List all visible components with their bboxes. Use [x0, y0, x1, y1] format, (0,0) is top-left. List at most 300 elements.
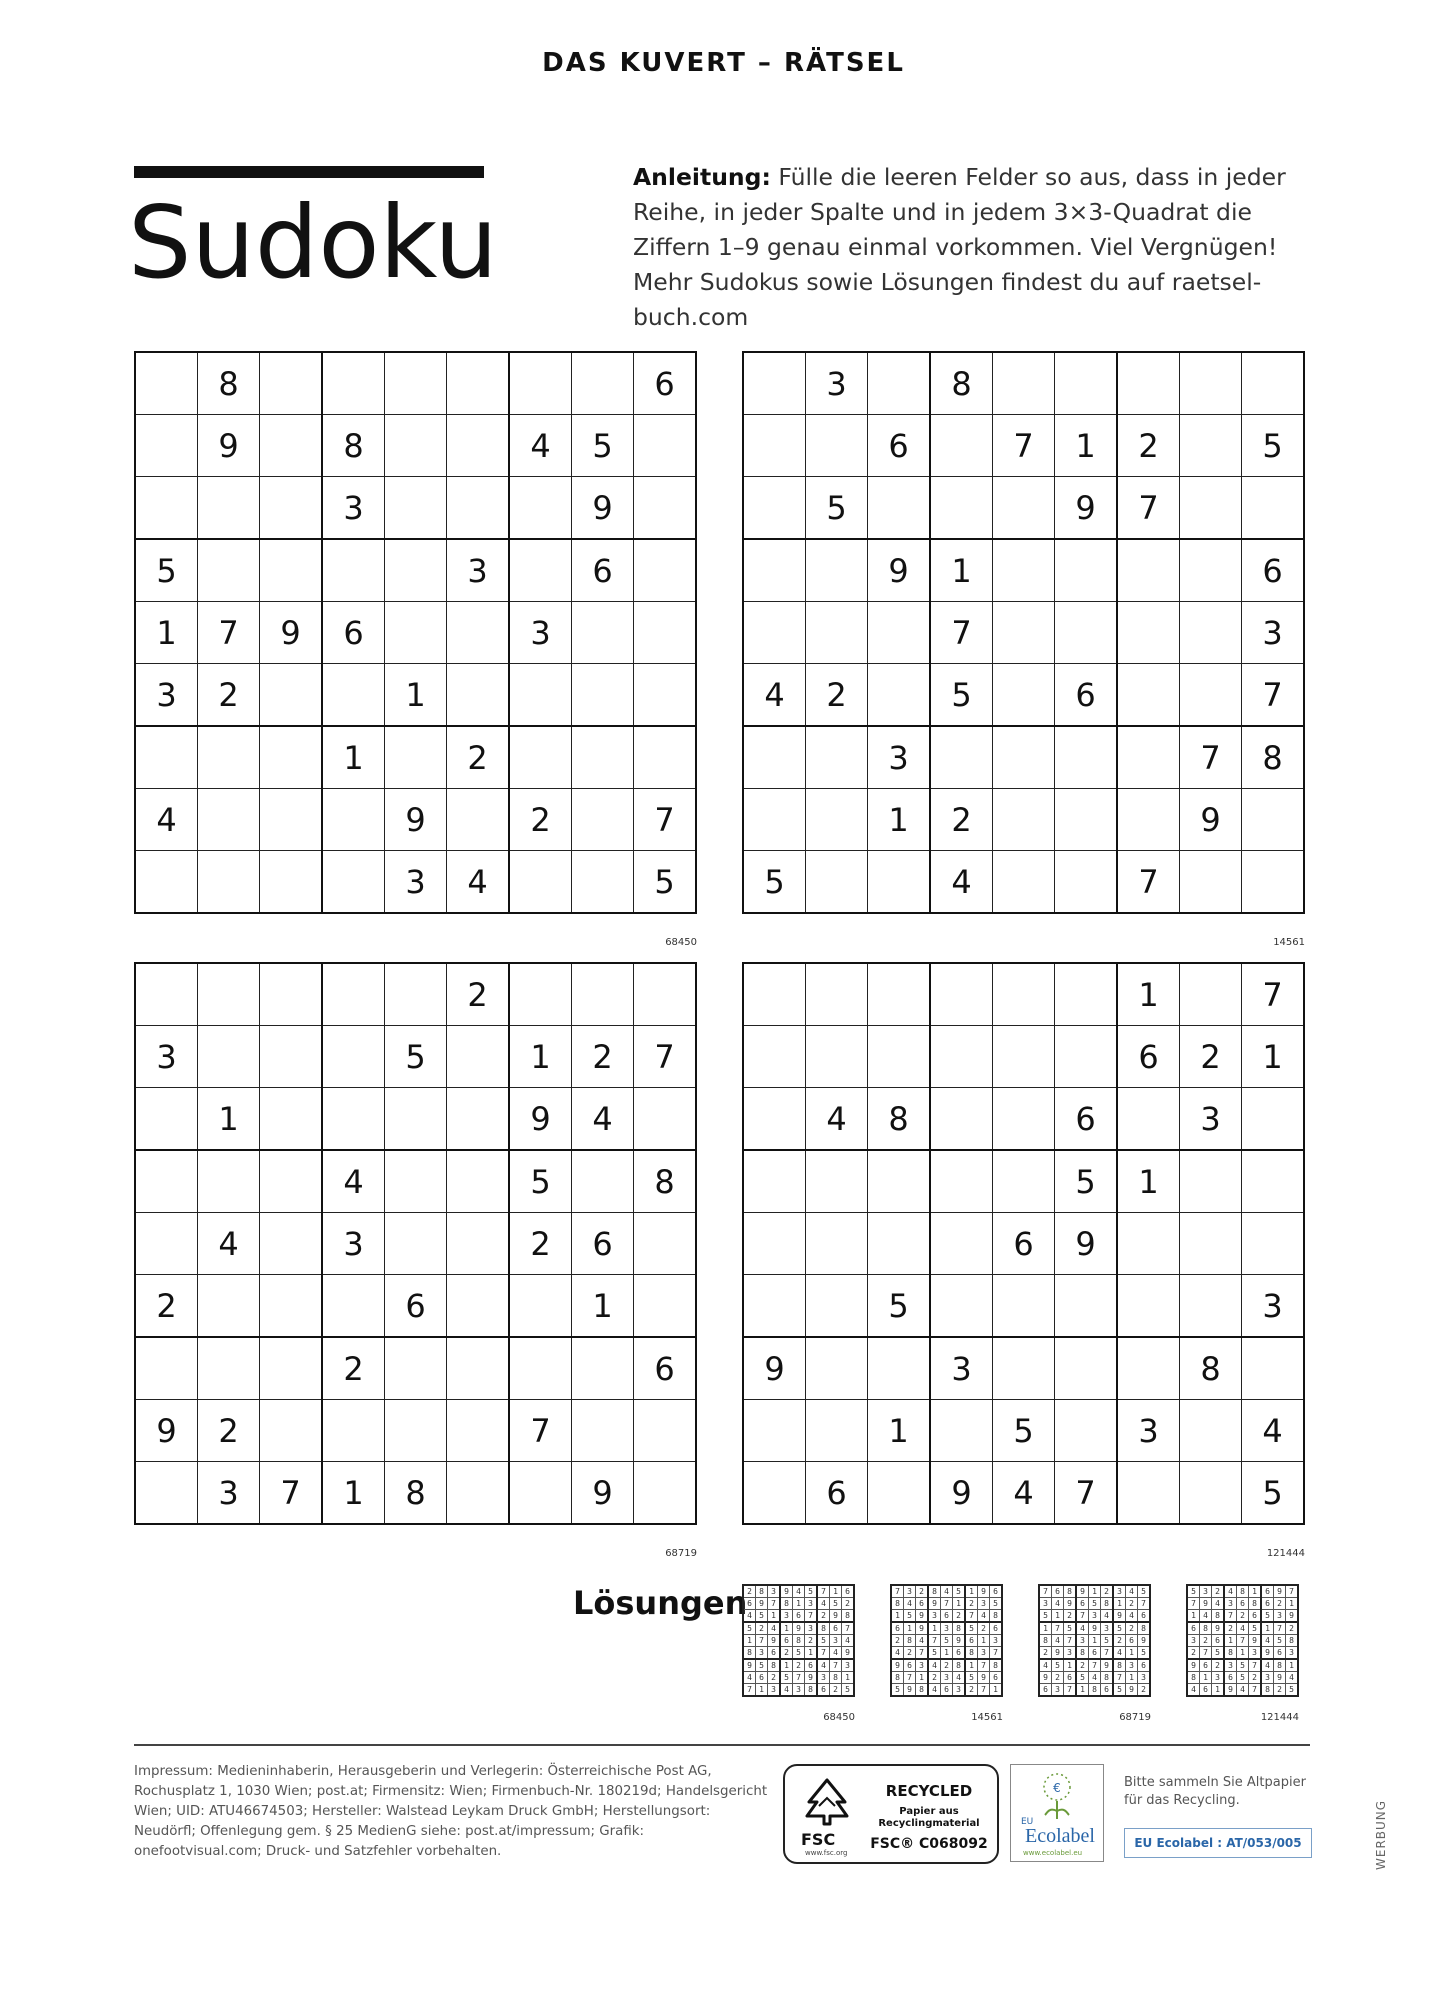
grid-cell-empty[interactable] [930, 1150, 993, 1213]
grid-cell-empty[interactable] [993, 1026, 1055, 1088]
grid-cell-empty[interactable] [1117, 1462, 1180, 1525]
grid-cell-given: 6 [1242, 539, 1305, 602]
grid-cell-empty[interactable] [135, 1088, 198, 1151]
grid-cell-empty[interactable] [1117, 352, 1180, 415]
grid-cell-empty[interactable] [993, 726, 1055, 789]
grid-row [135, 789, 696, 851]
grid-cell-given: 5 [1076, 1672, 1089, 1684]
grid-cell-empty[interactable] [509, 726, 572, 789]
grid-cell-empty[interactable] [868, 1213, 931, 1275]
grid-cell-empty[interactable] [634, 415, 697, 477]
grid-cell-given: 6 [1052, 1585, 1064, 1598]
grid-cell-empty[interactable] [930, 477, 993, 540]
grid-cell-given: 2 [891, 1635, 904, 1647]
grid-cell-empty[interactable] [993, 1088, 1055, 1151]
grid-cell-given: 3 [509, 602, 572, 664]
grid-row [743, 789, 1304, 851]
grid-cell-empty[interactable] [1180, 1462, 1242, 1525]
grid-cell-given: 8 [965, 1647, 978, 1660]
grid-cell-empty[interactable] [930, 1026, 993, 1088]
grid-row [1187, 1672, 1298, 1684]
grid-cell-given: 3 [941, 1622, 953, 1635]
grid-cell-empty[interactable] [868, 477, 931, 540]
grid-cell-empty[interactable] [447, 1275, 510, 1338]
grid-cell-empty[interactable] [806, 539, 868, 602]
grid-cell-given: 5 [1212, 1647, 1225, 1660]
grid-cell-given: 5 [1113, 1684, 1126, 1697]
grid-cell-empty[interactable] [572, 664, 634, 727]
grid-cell-empty[interactable] [993, 963, 1055, 1026]
grid-cell-empty[interactable] [572, 1337, 634, 1400]
grid-cell-empty[interactable] [868, 1150, 931, 1213]
grid-cell-empty[interactable] [198, 1275, 260, 1338]
grid-cell-given: 9 [1089, 1622, 1101, 1635]
grid-cell-empty[interactable] [572, 789, 634, 851]
grid-cell-empty[interactable] [743, 1462, 806, 1525]
grid-cell-empty[interactable] [385, 352, 447, 415]
grid-cell-empty[interactable] [572, 851, 634, 914]
grid-cell-empty[interactable] [806, 1275, 868, 1338]
grid-cell-empty[interactable] [1180, 1150, 1242, 1213]
grid-cell-given: 1 [953, 1598, 966, 1610]
grid-cell-empty[interactable] [1180, 664, 1242, 727]
grid-cell-empty[interactable] [447, 602, 510, 664]
grid-cell-given: 2 [1249, 1672, 1262, 1684]
grid-cell-empty[interactable] [572, 726, 634, 789]
grid-cell-given: 9 [385, 789, 447, 851]
grid-cell-empty[interactable] [1055, 726, 1118, 789]
grid-cell-empty[interactable] [1242, 1088, 1305, 1151]
grid-cell-empty[interactable] [634, 1462, 697, 1525]
grid-cell-empty[interactable] [634, 602, 697, 664]
grid-cell-given: 1 [1126, 1647, 1138, 1660]
grid-cell-empty[interactable] [1180, 539, 1242, 602]
grid-cell-empty[interactable] [1180, 963, 1242, 1026]
grid-cell-empty[interactable] [260, 415, 323, 477]
grid-cell-given: 9 [868, 539, 931, 602]
grid-cell-empty[interactable] [868, 602, 931, 664]
grid-cell-empty[interactable] [1117, 1337, 1180, 1400]
grid-cell-empty[interactable] [993, 477, 1055, 540]
grid-cell-empty[interactable] [930, 415, 993, 477]
grid-cell-empty[interactable] [1180, 1275, 1242, 1338]
grid-cell-given: 1 [1052, 1610, 1064, 1623]
grid-cell-empty[interactable] [260, 1400, 323, 1462]
grid-cell-given: 1 [1242, 1026, 1305, 1088]
grid-row [743, 1088, 1304, 1151]
grid-cell-empty[interactable] [634, 1088, 697, 1151]
grid-cell-empty[interactable] [806, 1337, 868, 1400]
grid-cell-empty[interactable] [260, 789, 323, 851]
grid-cell-empty[interactable] [993, 1275, 1055, 1338]
grid-cell-given: 3 [322, 477, 385, 540]
grid-cell-empty[interactable] [634, 1213, 697, 1275]
grid-cell-empty[interactable] [1242, 1213, 1305, 1275]
grid-cell-empty[interactable] [260, 726, 323, 789]
grid-cell-empty[interactable] [447, 1088, 510, 1151]
grid-cell-empty[interactable] [1055, 1337, 1118, 1400]
grid-cell-empty[interactable] [385, 1400, 447, 1462]
grid-cell-empty[interactable] [868, 352, 931, 415]
grid-cell-empty[interactable] [743, 477, 806, 540]
grid-cell-empty[interactable] [447, 1150, 510, 1213]
grid-cell-empty[interactable] [135, 1213, 198, 1275]
grid-cell-empty[interactable] [509, 851, 572, 914]
grid-cell-empty[interactable] [743, 1088, 806, 1151]
grid-cell-empty[interactable] [198, 726, 260, 789]
grid-cell-empty[interactable] [260, 1150, 323, 1213]
grid-cell-empty[interactable] [198, 1337, 260, 1400]
grid-cell-given: 3 [1101, 1622, 1114, 1635]
grid-row [1039, 1672, 1150, 1684]
grid-cell-given: 4 [1242, 1400, 1305, 1462]
grid-cell-empty[interactable] [1242, 477, 1305, 540]
grid-cell-empty[interactable] [806, 1213, 868, 1275]
grid-cell-empty[interactable] [447, 1400, 510, 1462]
grid-cell-given: 8 [1101, 1598, 1114, 1610]
grid-cell-empty[interactable] [135, 1337, 198, 1400]
grid-row [891, 1622, 1002, 1635]
grid-cell-empty[interactable] [509, 664, 572, 727]
grid-cell-empty[interactable] [198, 789, 260, 851]
grid-cell-empty[interactable] [1055, 602, 1118, 664]
grid-cell-empty[interactable] [322, 664, 385, 727]
grid-cell-given: 4 [1126, 1585, 1138, 1598]
grid-cell-empty[interactable] [447, 1026, 510, 1088]
grid-cell-empty[interactable] [1180, 1213, 1242, 1275]
grid-cell-empty[interactable] [930, 1275, 993, 1338]
grid-cell-empty[interactable] [135, 477, 198, 540]
grid-cell-empty[interactable] [447, 664, 510, 727]
grid-cell-empty[interactable] [385, 477, 447, 540]
grid-cell-empty[interactable] [260, 851, 323, 914]
grid-cell-empty[interactable] [322, 352, 385, 415]
grid-cell-empty[interactable] [806, 851, 868, 914]
grid-cell-empty[interactable] [260, 664, 323, 727]
grid-cell-empty[interactable] [993, 664, 1055, 727]
grid-cell-empty[interactable] [743, 602, 806, 664]
grid-cell-empty[interactable] [260, 1337, 323, 1400]
grid-row [743, 1026, 1304, 1088]
grid-cell-empty[interactable] [993, 851, 1055, 914]
grid-cell-empty[interactable] [743, 1213, 806, 1275]
grid-cell-empty[interactable] [447, 789, 510, 851]
grid-cell-given: 8 [1224, 1647, 1237, 1660]
grid-cell-empty[interactable] [135, 1462, 198, 1525]
grid-cell-given: 8 [1200, 1622, 1212, 1635]
grid-cell-empty[interactable] [509, 1275, 572, 1338]
grid-cell-empty[interactable] [385, 1150, 447, 1213]
grid-cell-empty[interactable] [806, 1026, 868, 1088]
grid-cell-empty[interactable] [198, 477, 260, 540]
grid-cell-given: 5 [993, 1400, 1055, 1462]
grid-cell-empty[interactable] [1055, 352, 1118, 415]
grid-cell-given: 9 [1200, 1598, 1212, 1610]
grid-cell-empty[interactable] [1117, 1275, 1180, 1338]
grid-cell-empty[interactable] [1055, 789, 1118, 851]
grid-cell-given: 9 [768, 1635, 781, 1647]
grid-cell-empty[interactable] [447, 1213, 510, 1275]
sudoku-grid [134, 962, 697, 1525]
grid-row [743, 1659, 854, 1672]
grid-cell-given: 9 [1064, 1598, 1077, 1610]
grid-cell-empty[interactable] [260, 477, 323, 540]
grid-cell-given: 5 [509, 1150, 572, 1213]
grid-cell-empty[interactable] [1180, 851, 1242, 914]
grid-cell-empty[interactable] [634, 1275, 697, 1338]
grid-cell-given: 5 [743, 851, 806, 914]
grid-cell-empty[interactable] [509, 1337, 572, 1400]
grid-cell-empty[interactable] [868, 1462, 931, 1525]
grid-cell-empty[interactable] [198, 851, 260, 914]
grid-cell-empty[interactable] [447, 1462, 510, 1525]
grid-cell-empty[interactable] [135, 352, 198, 415]
solutions-label: Lösungen [573, 1584, 748, 1622]
grid-cell-empty[interactable] [993, 1337, 1055, 1400]
grid-cell-empty[interactable] [385, 1088, 447, 1151]
grid-cell-empty[interactable] [634, 1400, 697, 1462]
grid-cell-given: 4 [830, 1647, 842, 1660]
grid-row [135, 1213, 696, 1275]
grid-cell-empty[interactable] [385, 602, 447, 664]
grid-cell-given: 4 [572, 1088, 634, 1151]
grid-cell-empty[interactable] [322, 1026, 385, 1088]
grid-cell-empty[interactable] [572, 352, 634, 415]
grid-cell-empty[interactable] [806, 415, 868, 477]
grid-cell-given: 3 [135, 664, 198, 727]
grid-cell-empty[interactable] [260, 1026, 323, 1088]
grid-cell-empty[interactable] [135, 1150, 198, 1213]
grid-cell-given: 7 [1064, 1684, 1077, 1697]
grid-cell-empty[interactable] [1055, 851, 1118, 914]
grid-cell-empty[interactable] [868, 664, 931, 727]
grid-cell-empty[interactable] [385, 1213, 447, 1275]
grid-cell-empty[interactable] [1055, 539, 1118, 602]
grid-cell-given: 3 [447, 539, 510, 602]
grid-cell-empty[interactable] [930, 1213, 993, 1275]
grid-cell-empty[interactable] [868, 1026, 931, 1088]
grid-cell-empty[interactable] [743, 415, 806, 477]
grid-cell-empty[interactable] [322, 1400, 385, 1462]
grid-cell-empty[interactable] [260, 1275, 323, 1338]
grid-cell-empty[interactable] [1117, 539, 1180, 602]
grid-cell-given: 8 [1242, 726, 1305, 789]
grid-cell-empty[interactable] [509, 352, 572, 415]
grid-cell-empty[interactable] [322, 539, 385, 602]
grid-cell-given: 7 [805, 1610, 818, 1623]
grid-cell-empty[interactable] [868, 851, 931, 914]
grid-cell-given: 4 [322, 1150, 385, 1213]
grid-cell-empty[interactable] [322, 963, 385, 1026]
grid-cell-given: 6 [916, 1598, 929, 1610]
grid-cell-empty[interactable] [1117, 664, 1180, 727]
grid-cell-empty[interactable] [634, 539, 697, 602]
grid-cell-empty[interactable] [993, 789, 1055, 851]
grid-cell-empty[interactable] [1180, 602, 1242, 664]
grid-cell-empty[interactable] [260, 539, 323, 602]
grid-cell-given: 8 [793, 1635, 805, 1647]
grid-cell-empty[interactable] [993, 1150, 1055, 1213]
grid-cell-given: 6 [891, 1622, 904, 1635]
grid-cell-empty[interactable] [1242, 352, 1305, 415]
grid-cell-empty[interactable] [509, 1462, 572, 1525]
grid-cell-empty[interactable] [930, 726, 993, 789]
grid-cell-empty[interactable] [868, 963, 931, 1026]
grid-cell-empty[interactable] [509, 963, 572, 1026]
grid-cell-empty[interactable] [868, 1337, 931, 1400]
grid-cell-given: 8 [842, 1610, 855, 1623]
grid-cell-given: 5 [930, 664, 993, 727]
grid-cell-empty[interactable] [572, 1150, 634, 1213]
grid-cell-empty[interactable] [1180, 1400, 1242, 1462]
grid-cell-empty[interactable] [135, 963, 198, 1026]
grid-cell-empty[interactable] [572, 963, 634, 1026]
grid-cell-empty[interactable] [509, 539, 572, 602]
grid-cell-given: 6 [1101, 1684, 1114, 1697]
grid-cell-empty[interactable] [930, 963, 993, 1026]
grid-cell-empty[interactable] [1242, 1150, 1305, 1213]
grid-cell-given: 2 [1113, 1635, 1126, 1647]
grid-cell-empty[interactable] [743, 1400, 806, 1462]
grid-cell-empty[interactable] [572, 602, 634, 664]
grid-cell-empty[interactable] [135, 415, 198, 477]
grid-cell-empty[interactable] [260, 1088, 323, 1151]
grid-cell-empty[interactable] [993, 602, 1055, 664]
grid-cell-empty[interactable] [993, 352, 1055, 415]
grid-row [135, 1462, 696, 1525]
grid-cell-empty[interactable] [1055, 1400, 1118, 1462]
grid-cell-given: 1 [965, 1659, 978, 1672]
grid-cell-given: 7 [1064, 1635, 1077, 1647]
grid-cell-empty[interactable] [806, 1150, 868, 1213]
grid-cell-empty[interactable] [260, 352, 323, 415]
grid-cell-given: 7 [1039, 1585, 1052, 1598]
grid-cell-empty[interactable] [806, 726, 868, 789]
grid-cell-empty[interactable] [1242, 1337, 1305, 1400]
grid-cell-given: 1 [805, 1647, 818, 1660]
grid-cell-empty[interactable] [447, 415, 510, 477]
grid-cell-empty[interactable] [509, 477, 572, 540]
recycled-paper-line2: Recyclingmaterial [878, 1818, 980, 1829]
grid-cell-empty[interactable] [1117, 1088, 1180, 1151]
grid-cell-empty[interactable] [1055, 963, 1118, 1026]
grid-row [135, 664, 696, 727]
grid-cell-empty[interactable] [930, 1400, 993, 1462]
grid-cell-empty[interactable] [447, 1337, 510, 1400]
grid-cell-empty[interactable] [743, 789, 806, 851]
grid-cell-given: 1 [780, 1659, 793, 1672]
grid-cell-given: 6 [993, 1213, 1055, 1275]
grid-row [135, 1337, 696, 1400]
grid-cell-given: 7 [904, 1672, 916, 1684]
grid-cell-empty[interactable] [260, 963, 323, 1026]
grid-cell-empty[interactable] [1117, 726, 1180, 789]
grid-cell-empty[interactable] [198, 1150, 260, 1213]
grid-cell-empty[interactable] [634, 726, 697, 789]
grid-cell-given: 3 [1224, 1659, 1237, 1672]
grid-cell-empty[interactable] [1180, 477, 1242, 540]
grid-cell-empty[interactable] [1055, 1275, 1118, 1338]
grid-cell-given: 3 [1261, 1672, 1274, 1684]
sudoku-grid [134, 351, 697, 914]
grid-cell-given: 4 [780, 1684, 793, 1697]
grid-cell-given: 4 [1261, 1635, 1274, 1647]
grid-cell-empty[interactable] [447, 352, 510, 415]
grid-cell-empty[interactable] [634, 664, 697, 727]
grid-cell-empty[interactable] [1117, 602, 1180, 664]
grid-cell-empty[interactable] [198, 963, 260, 1026]
grid-cell-given: 5 [1138, 1647, 1151, 1660]
grid-cell-empty[interactable] [572, 1400, 634, 1462]
grid-cell-empty[interactable] [385, 726, 447, 789]
grid-cell-empty[interactable] [743, 1026, 806, 1088]
grid-cell-empty[interactable] [322, 1275, 385, 1338]
grid-row [743, 1275, 1304, 1338]
grid-cell-empty[interactable] [260, 1213, 323, 1275]
grid-cell-empty[interactable] [634, 477, 697, 540]
grid-cell-given: 1 [1286, 1659, 1299, 1672]
grid-cell-empty[interactable] [993, 539, 1055, 602]
grid-cell-empty[interactable] [322, 851, 385, 914]
grid-cell-empty[interactable] [806, 602, 868, 664]
grid-cell-given: 9 [1286, 1610, 1299, 1623]
grid-cell-given: 8 [768, 1659, 781, 1672]
grid-cell-empty[interactable] [135, 851, 198, 914]
grid-cell-empty[interactable] [385, 415, 447, 477]
grid-cell-empty[interactable] [743, 726, 806, 789]
grid-cell-given: 4 [930, 851, 993, 914]
grid-cell-empty[interactable] [743, 1150, 806, 1213]
grid-cell-empty[interactable] [447, 477, 510, 540]
grid-cell-empty[interactable] [743, 539, 806, 602]
grid-cell-given: 3 [990, 1635, 1003, 1647]
grid-cell-empty[interactable] [743, 963, 806, 1026]
grid-cell-given: 4 [1052, 1635, 1064, 1647]
page-title: Sudoku [128, 184, 498, 301]
grid-cell-empty[interactable] [634, 963, 697, 1026]
grid-cell-given: 4 [1224, 1585, 1237, 1598]
grid-cell-empty[interactable] [135, 726, 198, 789]
grid-cell-empty[interactable] [385, 1337, 447, 1400]
grid-cell-empty[interactable] [322, 1088, 385, 1151]
grid-cell-empty[interactable] [1242, 789, 1305, 851]
grid-cell-empty[interactable] [1055, 1026, 1118, 1088]
grid-cell-given: 9 [1055, 477, 1118, 540]
grid-cell-empty[interactable] [1180, 352, 1242, 415]
grid-cell-empty[interactable] [930, 1088, 993, 1151]
grid-cell-given: 8 [930, 352, 993, 415]
grid-cell-given: 1 [322, 726, 385, 789]
grid-cell-empty[interactable] [806, 963, 868, 1026]
grid-cell-empty[interactable] [806, 789, 868, 851]
grid-cell-empty[interactable] [743, 352, 806, 415]
grid-cell-empty[interactable] [1117, 1213, 1180, 1275]
grid-cell-empty[interactable] [198, 539, 260, 602]
grid-cell-empty[interactable] [1242, 851, 1305, 914]
grid-cell-given: 1 [756, 1684, 768, 1697]
grid-cell-given: 5 [904, 1610, 916, 1623]
grid-cell-empty[interactable] [385, 963, 447, 1026]
grid-cell-empty[interactable] [743, 1275, 806, 1338]
sudoku-grid [742, 351, 1305, 914]
grid-cell-empty[interactable] [322, 789, 385, 851]
grid-cell-empty[interactable] [806, 1400, 868, 1462]
grid-cell-given: 5 [756, 1610, 768, 1623]
grid-cell-empty[interactable] [1117, 789, 1180, 851]
grid-cell-empty[interactable] [1180, 415, 1242, 477]
grid-cell-empty[interactable] [198, 1026, 260, 1088]
grid-cell-empty[interactable] [385, 539, 447, 602]
